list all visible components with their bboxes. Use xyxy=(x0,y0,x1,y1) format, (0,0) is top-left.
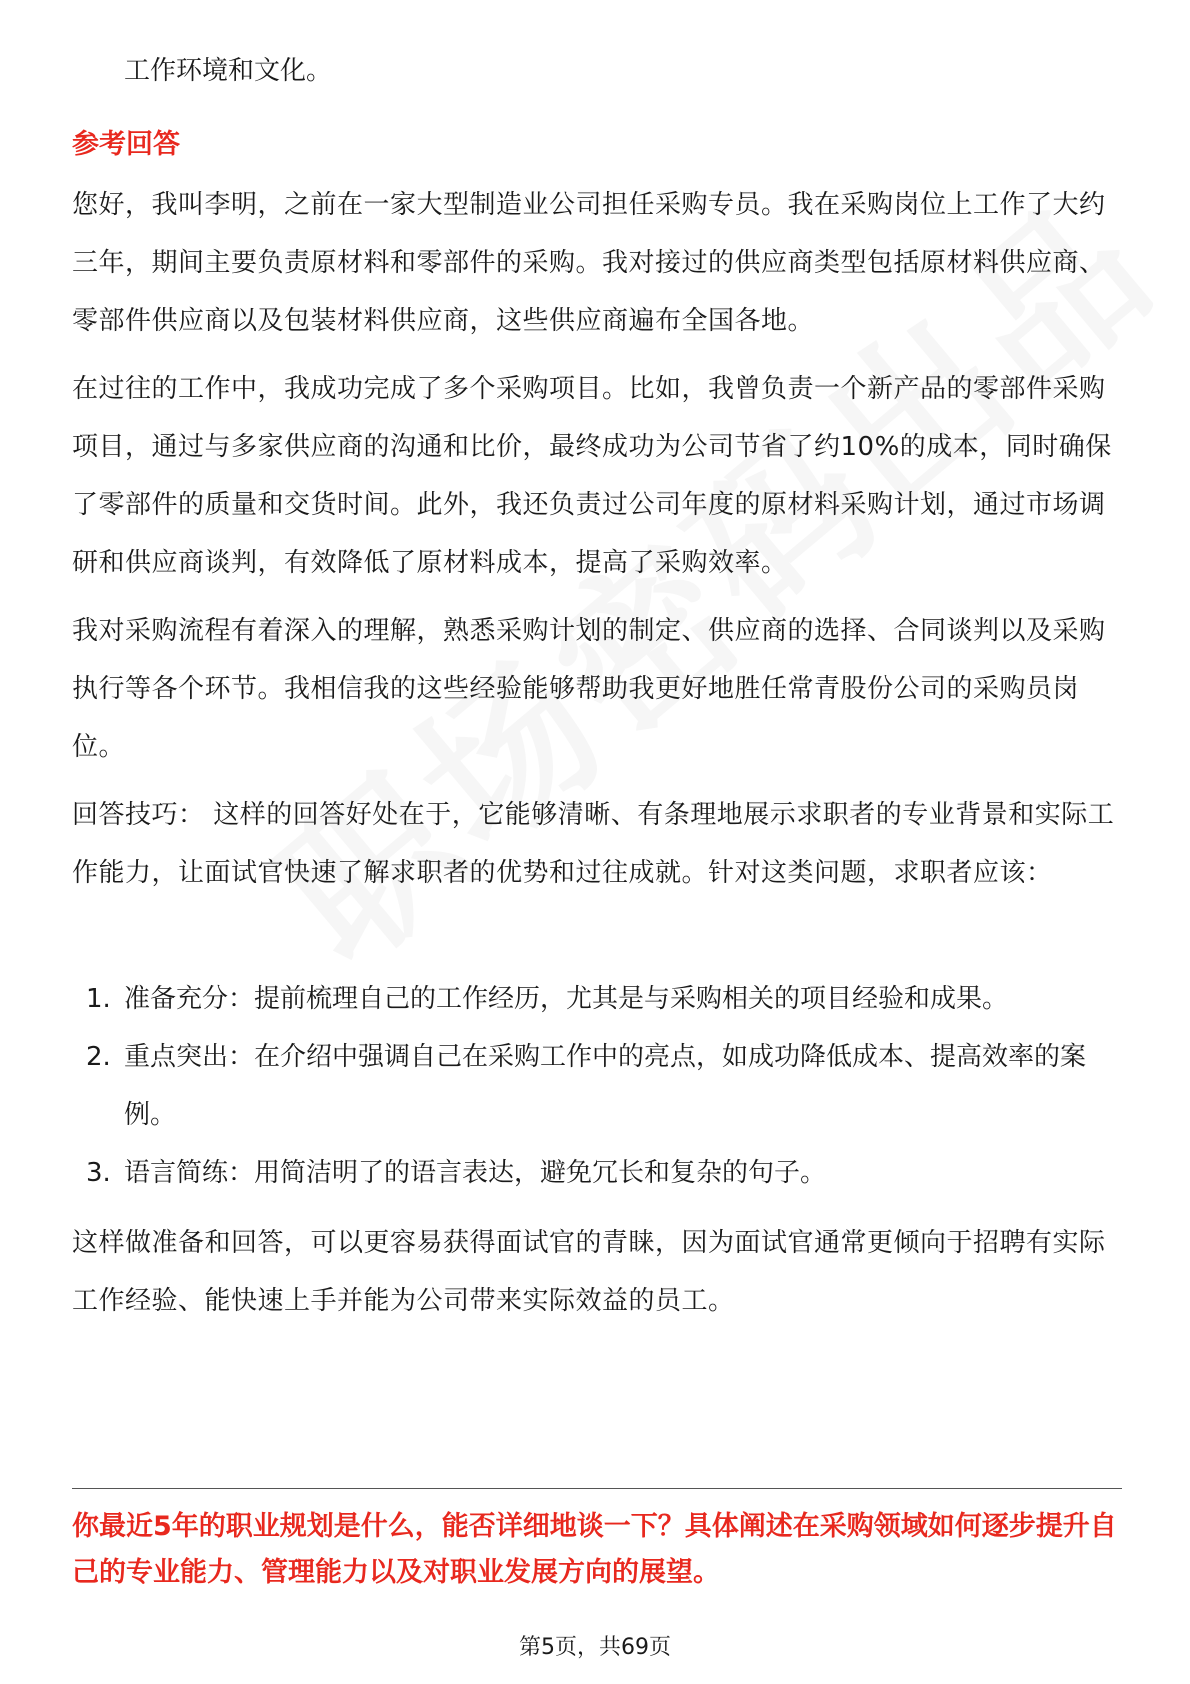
reference-answer-heading: 参考回答 xyxy=(72,129,180,160)
list-item-text: 重点突出：在介绍中强调自己在采购工作中的亮点，如成功降低成本、提高效率的案例。 xyxy=(124,1042,1087,1130)
paragraph-process: 我对采购流程有着深入的理解，熟悉采购计划的制定、供应商的选择、合同谈判以及采购执行等各个环节。我相信我的这些经验能够帮助我更好地胜任常青股份公司的采购员岗位。 xyxy=(72,616,1106,762)
list-item-number: 3. xyxy=(86,1158,111,1188)
closing-paragraph: 这样做准备和回答，可以更容易获得面试官的青睐，因为面试官通常更倾向于招聘有实际工作经验、能快速上手并能为公司带来实际效益的员工。 xyxy=(72,1228,1106,1316)
list-item-number: 2. xyxy=(86,1042,111,1072)
list-item-text: 语言简练：用简洁明了的语言表达，避免冗长和复杂的句子。 xyxy=(124,1158,827,1188)
paragraph-projects: 在过往的工作中，我成功完成了多个采购项目。比如，我曾负责一个新产品的零部件采购项目，通过与多家供应商的沟通和比价，最终成功为公司节省了约10%的成本，同时确保了零部件的质量和交货时间。此外，我还负责过公司年度的原材料采购计划，通过市场调研和供应商谈判，有效降低了原材料成本，提高了采购效率。 xyxy=(72,374,1112,578)
list-item xyxy=(72,970,1122,1028)
list-item-text: 准备充分：提前梳理自己的工作经历，尤其是与采购相关的项目经验和成果。 xyxy=(124,984,1009,1014)
page-footer: 第5页，共69页 xyxy=(519,1635,671,1660)
list-item xyxy=(72,1144,1122,1202)
paragraph-tips-intro: 回答技巧： 这样的回答好处在于，它能够清晰、有条理地展示求职者的专业背景和实际工作能力，让面试官快速了解求职者的优势和过往成就。针对这类问题，求职者应该： xyxy=(72,800,1115,888)
list-item xyxy=(72,1028,1122,1144)
section-divider xyxy=(72,1488,1122,1489)
paragraph-intro: 您好，我叫李明，之前在一家大型制造业公司担任采购专员。我在采购岗位上工作了大约三年，期间主要负责原材料和零部件的采购。我对接过的供应商类型包括原材料供应商、零部件供应商以及包装材料供应商，这些供应商遍布全国各地。 xyxy=(72,190,1106,336)
tips-list xyxy=(72,970,1122,1202)
next-question: 你最近5年的职业规划是什么，能否详细地谈一下？具体阐述在采购领域如何逐步提升自己的专业能力、管理能力以及对职业发展方向的展望。 xyxy=(72,1511,1117,1588)
list-item-number: 1. xyxy=(86,984,111,1014)
continuation-line: 工作环境和文化。 xyxy=(124,56,333,86)
